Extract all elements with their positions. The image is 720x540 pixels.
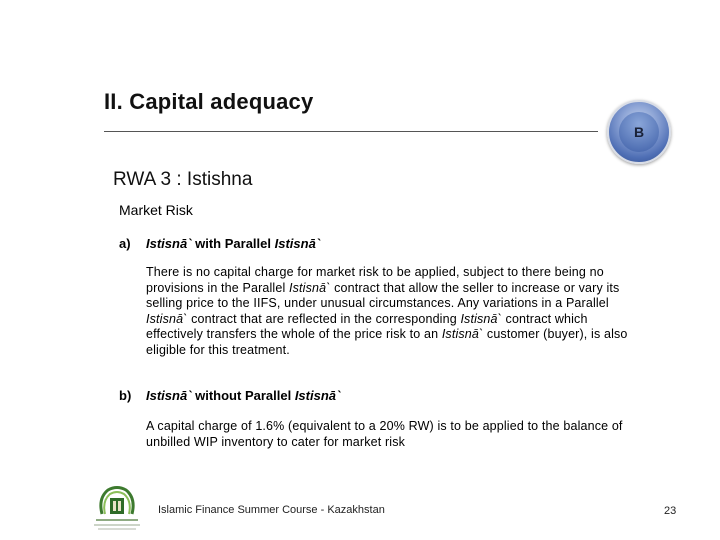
item-b-heading bbox=[119, 388, 340, 403]
item-b-term: Istisnā` bbox=[146, 388, 192, 403]
item-a-body: There is no capital charge for market risk to be applied, subject to there being no provisions in the Parallel Istisnā` contract that allow the seller to increase or vary its selling price to the IIFS, under unusual circumstances. Any variations in a Parallel Istisnā` contract that are reflected in the corresponding Istisnā` contract which effectively transfers the whole of the price risk to an Istisnā` customer (buyer), is also eligible for this treatment. bbox=[146, 265, 628, 357]
page-number: 23 bbox=[664, 505, 677, 517]
section-heading: Market Risk bbox=[119, 202, 193, 218]
item-a-connector: with Parallel bbox=[191, 236, 275, 251]
footer-course-name: Islamic Finance Summer Course - Kazakhstan bbox=[158, 504, 385, 516]
item-a-marker: a) bbox=[119, 236, 131, 251]
section-badge-letter: B bbox=[619, 112, 659, 152]
institution-logo bbox=[88, 484, 146, 534]
item-b-term-2: Istisnā` bbox=[294, 388, 341, 403]
title-divider bbox=[104, 131, 598, 132]
item-b-marker: b) bbox=[119, 388, 132, 403]
item-b-body: A capital charge of 1.6% (equivalent to a 20% RW) is to be applied to the balance of unbilled WIP inventory to cater for market risk bbox=[146, 419, 623, 449]
item-a-term-2: Istisnā` bbox=[274, 236, 321, 251]
item-a-term: Istisnā` bbox=[146, 236, 192, 251]
section-badge bbox=[607, 100, 671, 164]
item-b-connector: without Parallel bbox=[191, 388, 295, 403]
slide-subtitle: RWA 3 : Istishna bbox=[113, 169, 253, 190]
item-a-heading bbox=[119, 236, 320, 251]
page-title: II. Capital adequacy bbox=[104, 89, 314, 114]
